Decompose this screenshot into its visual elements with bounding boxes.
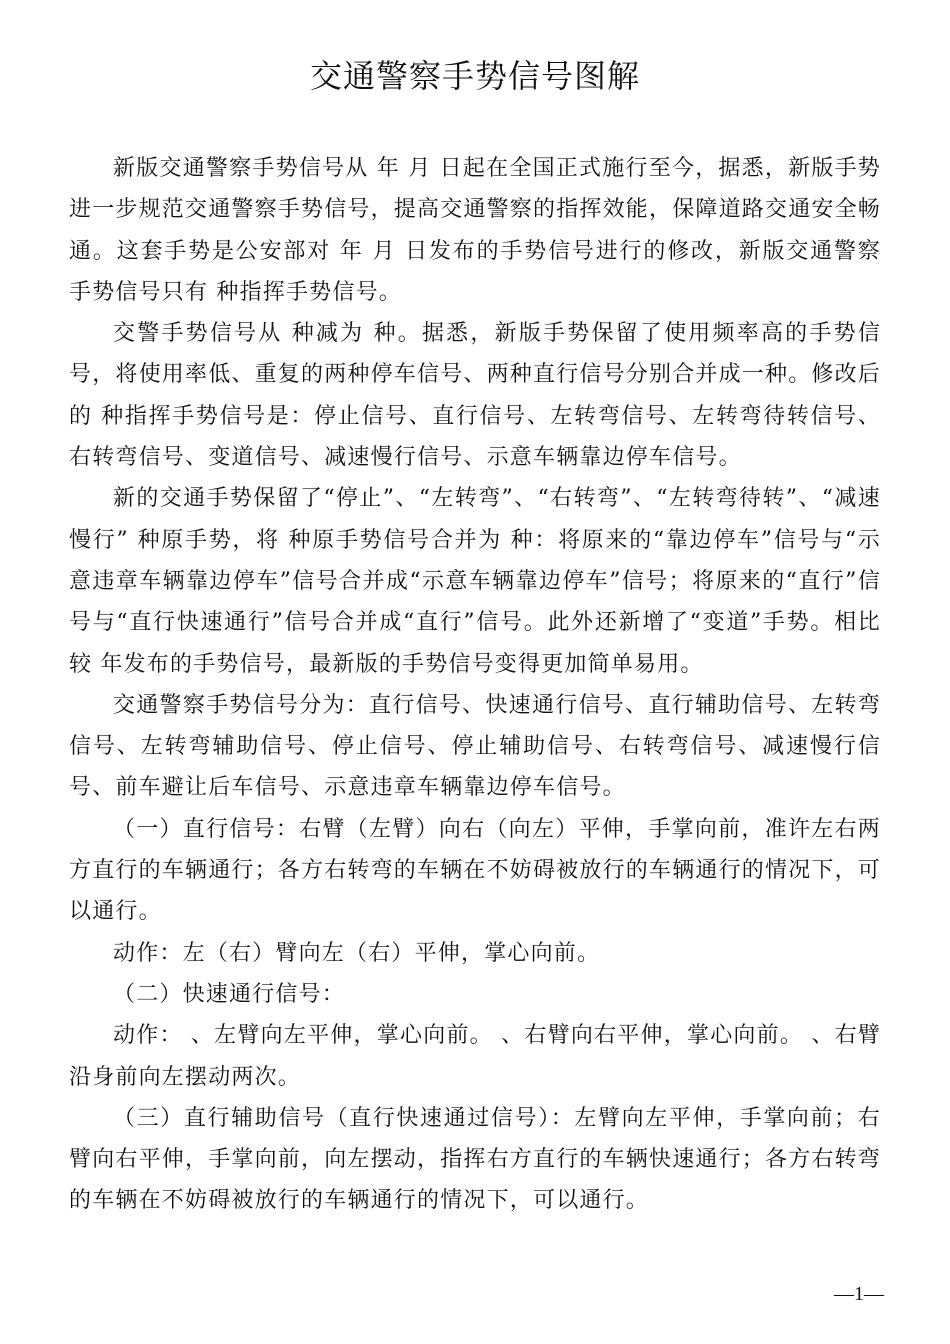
document-title: 交通警察手势信号图解 [309,57,640,95]
paragraph-straight-action: 动作：左（右）臂向左（右）平伸，掌心向前。 [113,940,601,966]
page-number: —1— [834,1283,884,1305]
paragraph-straight-signal: （一）直行信号：右臂（左臂）向右（向左）平伸，手掌向前，准许左右两方直行的车辆通行；各方右转弯的车辆在不妨碍被放行的车辆通行的情况下，可以通行。 [69,816,882,925]
paragraph-reduction: 交警手势信号从 种减为 种。据悉，新版手势保留了使用频率高的手势信号，将使用率低、重复的两种停车信号、两种直行信号分别合并成一种。修改后的 种指挥手势信号是：停止信号、直行信号、左转弯信号、左转弯待转信号、右转弯信号、变道信号、减速慢行信号、示意车辆靠边停车信号。 [69,321,882,471]
paragraph-intro: 新版交通警察手势信号从 年 月 日起在全国正式施行至今，据悉，新版手势进一步规范交通警察手势信号，提高交通警察的指挥效能，保障道路交通安全畅通。这套手势是公安部对 年 月 日发布的手势信号进行的修改，新版交通警察手势信号只有 种指挥手势信号。 [69,156,882,305]
paragraph-fast-pass-heading: （二）快速通行信号： [113,981,346,1007]
paragraph-signal-categories: 交通警察手势信号分为：直行信号、快速通行信号、直行辅助信号、左转弯信号、左转弯辅助信号、停止信号、停止辅助信号、右转弯信号、减速慢行信号、前车避让后车信号、示意违章车辆靠边停车信号。 [69,692,881,801]
paragraph-retained-gestures: 新的交通手势保留了“停止”、“左转弯”、“右转弯”、“左转弯待转”、“减速慢行” 种原手势，将 种原手势信号合并为 种：将原来的“靠边停车”信号与“示意违章车辆靠边停车”信号合并成“示意车辆靠边停车”信号；将原来的“直行”信号与“直行快速通行”信号合并成“直行”信号。此外还新增了“变道”手势。相比较 年发布的手势信号，最新版的手势信号变得更加简单易用。 [69,486,881,677]
paragraph-fast-pass-action: 动作： 、左臂向左平伸，掌心向前。 、右臂向右平伸，掌心向前。 、右臂沿身前向左摆动两次。 [69,1023,881,1090]
document-body [69,148,881,1222]
paragraph-straight-auxiliary: （三）直行辅助信号（直行快速通过信号）：左臂向左平伸，手掌向前；右臂向右平伸，手掌向前，向左摆动，指挥右方直行的车辆快速通行；各方右转弯的车辆在不妨碍被放行的车辆通行的情况下，可以通行。 [69,1105,882,1214]
